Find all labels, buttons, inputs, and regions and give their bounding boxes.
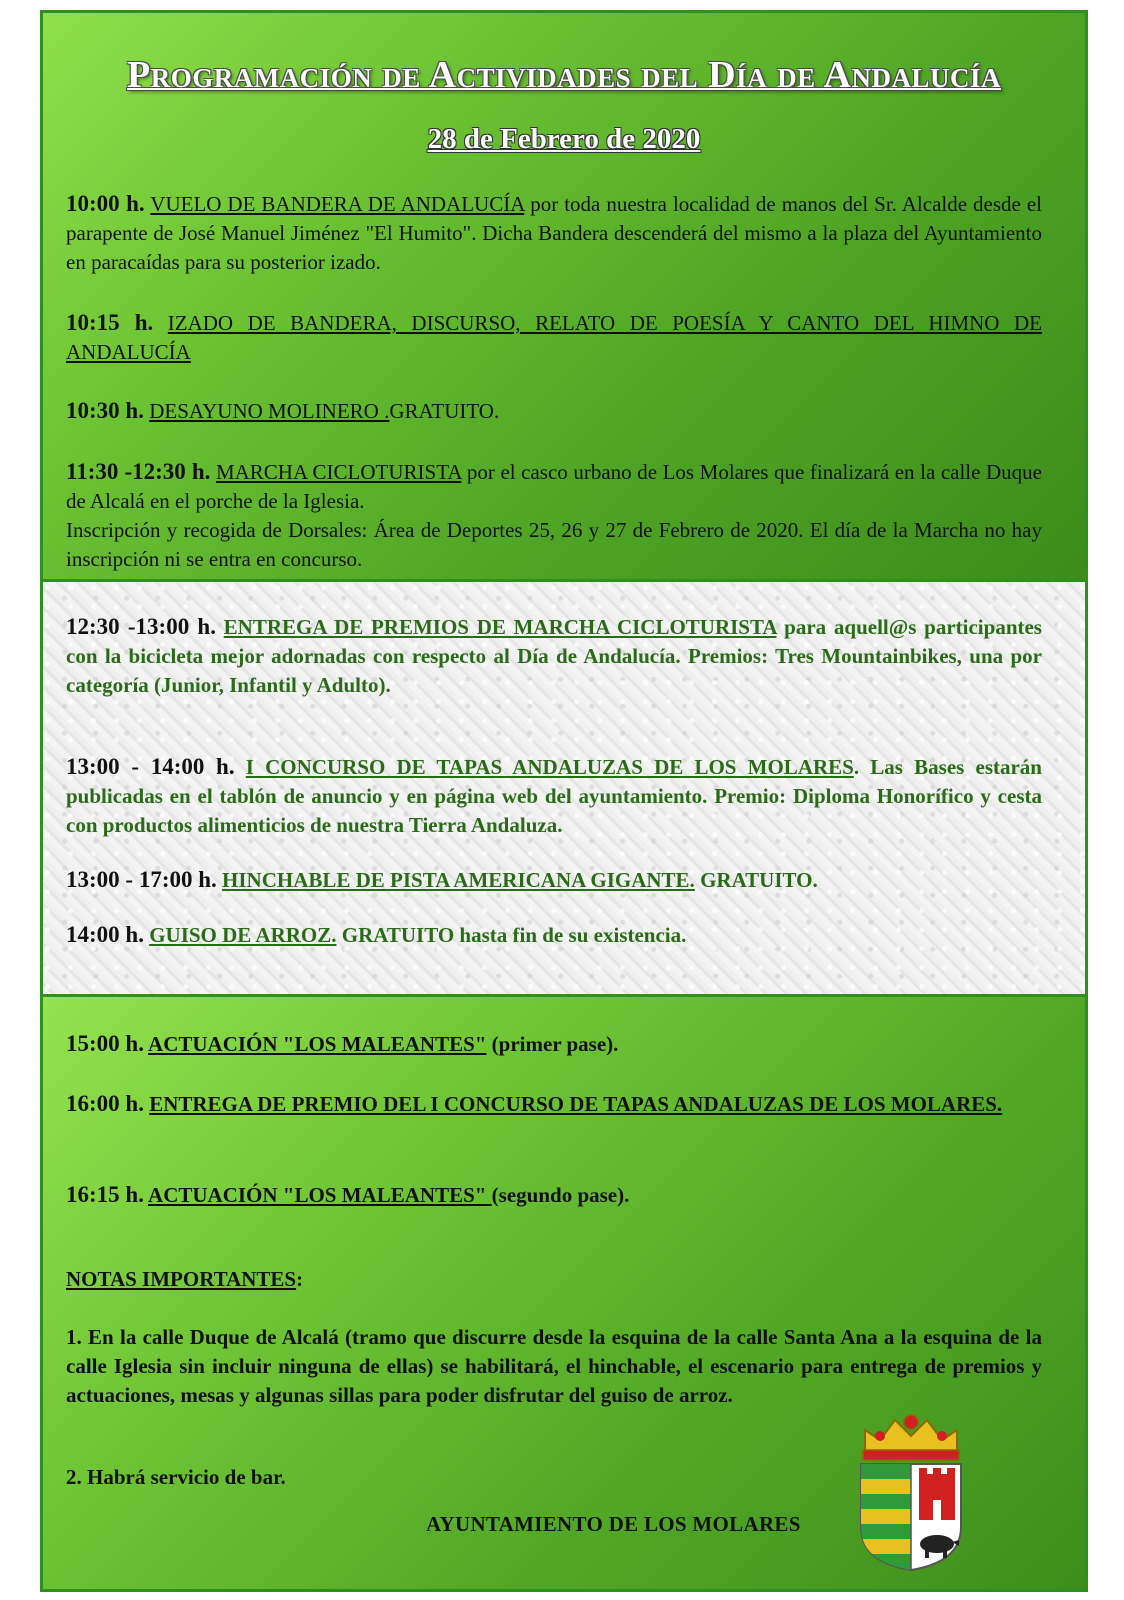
morning-section <box>43 13 1085 579</box>
event-time: 13:00 - 17:00 h. <box>66 867 217 892</box>
event-time: 11:30 -12:30 h. <box>66 459 211 484</box>
event-extra-info: Inscripción y recogida de Dorsales: Área de Deportes 25, 26 y 27 de Febrero de 2020. El día de la Marcha no hay inscripción ni se entra en concurso. <box>66 518 1042 571</box>
coat-of-arms-icon <box>855 1412 967 1572</box>
event-description: (primer pase). <box>486 1032 619 1056</box>
event-title: VUELO DE BANDERA DE ANDALUCÍA <box>150 192 525 216</box>
event-description: por toda nuestra localidad de manos del Sr. Alcalde desde el parapente de José Manuel Jiménez "El Humito". Dicha Bandera descenderá del mismo a la plaza del Ayuntamiento en paracaídas para su posterior izado. <box>66 192 1042 274</box>
event-description: para aquell@s participantes con la bicicleta mejor adornadas con respecto al Día de Andalucía. Premios: Tres Mountainbikes, una por categoría (Junior, Infantil y Adulto). <box>66 615 1042 697</box>
event-title: IZADO DE BANDERA, DISCURSO, RELATO DE POESÍA Y CANTO DEL HIMNO DE ANDALUCÍA <box>66 311 1042 364</box>
event-description: (segundo pase). <box>491 1183 630 1207</box>
event-title: DESAYUNO MOLINERO . <box>149 399 390 423</box>
event-1130 <box>66 457 1042 574</box>
poster-frame <box>40 10 1088 1592</box>
notes-heading-colon: : <box>296 1267 304 1291</box>
page-title: Programación de Actividades del Día de Andalucía <box>127 54 1001 96</box>
event-1230 <box>66 612 1042 700</box>
event-title: GUISO DE ARROZ. <box>149 923 337 947</box>
event-time: 10:15 h. <box>66 310 154 335</box>
event-description: GRATUITO. <box>389 399 500 423</box>
event-time: 15:00 h. <box>66 1031 144 1056</box>
event-time: 14:00 h. <box>66 922 144 947</box>
event-time: 16:15 h. <box>66 1182 144 1207</box>
event-time: 10:00 h. <box>66 191 145 216</box>
event-time: 16:00 h. <box>66 1091 144 1116</box>
event-title: ENTREGA DE PREMIO DEL I CONCURSO DE TAPAS ANDALUZAS DE LOS MOLARES. <box>149 1092 1003 1116</box>
note-1: 1. En la calle Duque de Alcalá (tramo que discurre desde la esquina de la calle Santa Ana a la esquina de la calle Iglesia sin incluir ninguna de ellas) se habilitará, el hinchable, el escenario para entrega de premios y actuaciones, mesas y algunas sillas para poder disfrutar del guiso de arroz. <box>66 1325 1042 1407</box>
event-time: 10:30 h. <box>66 398 144 423</box>
event-1500 <box>66 1029 1042 1059</box>
event-date: 28 de Febrero de 2020 <box>427 123 701 155</box>
event-title: ACTUACIÓN "LOS MALEANTES" <box>148 1183 492 1207</box>
notes-heading <box>66 1265 1042 1294</box>
midday-section <box>43 579 1085 997</box>
event-1300-1700 <box>66 865 1042 895</box>
event-title: HINCHABLE DE PISTA AMERICANA GIGANTE. <box>222 868 695 892</box>
event-1615 <box>66 1180 1042 1210</box>
event-1300 <box>66 752 1042 840</box>
event-time: 12:30 -13:00 h. <box>66 614 216 639</box>
event-1600 <box>66 1089 1042 1119</box>
note-2: 2. Habrá servicio de bar. <box>66 1465 286 1489</box>
event-1000 <box>66 189 1042 277</box>
notes-heading-text: NOTAS IMPORTANTES <box>66 1267 297 1291</box>
event-description: . Las Bases estarán publicadas en el tablón de anuncio y en página web del ayuntamiento. Premio: Diploma Honorífico y cesta con productos alimenticios de nuestra Tierra Andaluza. <box>66 755 1042 837</box>
event-1400 <box>66 920 1042 950</box>
event-1015 <box>66 308 1042 367</box>
event-1030 <box>66 396 1042 426</box>
afternoon-section <box>43 997 1085 1589</box>
event-description: por el casco urbano de Los Molares que finalizará en la calle Duque de Alcalá en el porche de la Iglesia. <box>66 460 1043 513</box>
event-time: 13:00 - 14:00 h. <box>66 754 235 779</box>
event-title: ACTUACIÓN "LOS MALEANTES" <box>148 1032 487 1056</box>
footer-organizer: AYUNTAMIENTO DE LOS MOLARES <box>426 1512 801 1536</box>
event-title: ENTREGA DE PREMIOS DE MARCHA CICLOTURISTA <box>223 615 777 639</box>
event-description: GRATUITO hasta fin de su existencia. <box>336 923 687 947</box>
event-description: GRATUITO. <box>694 868 818 892</box>
event-title: I CONCURSO DE TAPAS ANDALUZAS DE LOS MOLARES <box>245 755 854 779</box>
event-title: MARCHA CICLOTURISTA <box>215 460 462 484</box>
